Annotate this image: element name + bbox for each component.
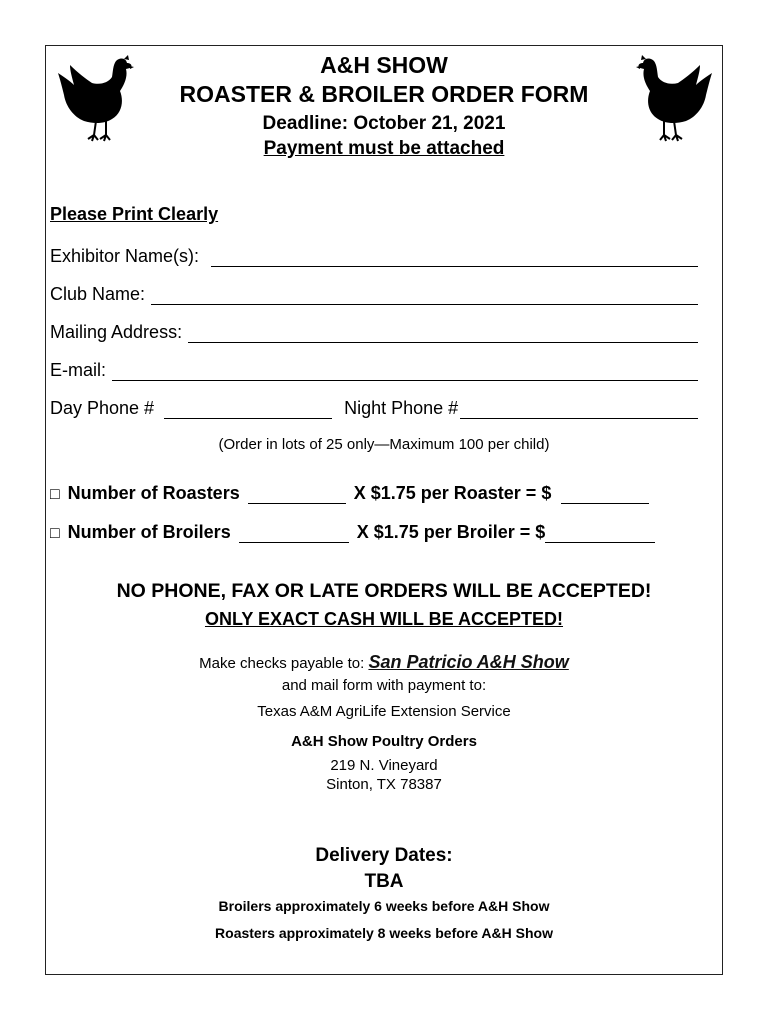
club-name-label: Club Name: <box>50 284 146 304</box>
orders-department: A&H Show Poultry Orders <box>291 733 477 750</box>
mail-instructions: and mail form with payment to: <box>281 677 487 694</box>
day-phone-line[interactable] <box>164 404 332 419</box>
broilers-row <box>50 522 655 543</box>
delivery-heading: Delivery Dates: <box>315 845 453 866</box>
checks-prefix: Make checks payable to: <box>199 655 365 672</box>
email-label: E-mail: <box>50 360 107 380</box>
exhibitor-name-field[interactable] <box>50 246 698 267</box>
phone-row <box>50 398 698 419</box>
print-clearly-label: Please Print Clearly <box>50 204 219 224</box>
club-name-field[interactable] <box>50 284 698 305</box>
broilers-delivery-note: Broilers approximately 6 weeks before A&H Show <box>218 898 550 914</box>
broilers-checkbox[interactable]: □ <box>50 525 60 542</box>
roasters-checkbox[interactable]: □ <box>50 486 60 503</box>
broilers-total-line[interactable] <box>545 528 655 543</box>
mailing-address-field[interactable] <box>50 322 698 343</box>
roasters-total-line[interactable] <box>561 489 649 504</box>
broilers-label: Number of Broilers <box>67 522 231 542</box>
email-line[interactable] <box>112 366 698 381</box>
mailing-address-label: Mailing Address: <box>50 322 183 342</box>
roasters-delivery-note: Roasters approximately 8 weeks before A&H Show <box>215 925 553 941</box>
form-title: A&H SHOW <box>320 52 448 78</box>
form-subtitle: ROASTER & BROILER ORDER FORM <box>179 81 589 107</box>
no-phone-notice: NO PHONE, FAX OR LATE ORDERS WILL BE ACCEPTED! <box>116 580 652 602</box>
checks-payable <box>45 652 723 673</box>
day-phone-label: Day Phone # <box>50 398 155 418</box>
order-note: (Order in lots of 25 only—Maximum 100 per child) <box>218 436 550 453</box>
city-address: Sinton, TX 78387 <box>326 776 442 793</box>
night-phone-line[interactable] <box>460 404 698 419</box>
only-cash-notice: ONLY EXACT CASH WILL BE ACCEPTED! <box>204 609 564 629</box>
mailing-address-line[interactable] <box>188 328 698 343</box>
email-field[interactable] <box>50 360 698 381</box>
payee-name: San Patricio A&H Show <box>368 652 569 672</box>
roasters-label: Number of Roasters <box>67 483 240 503</box>
exhibitor-name-label: Exhibitor Name(s): <box>50 246 200 266</box>
payment-note: Payment must be attached <box>263 138 505 159</box>
roasters-row <box>50 483 649 504</box>
roasters-quantity-line[interactable] <box>248 489 346 504</box>
street-address: 219 N. Vineyard <box>330 757 438 774</box>
club-name-line[interactable] <box>151 290 698 305</box>
night-phone-label: Night Phone # <box>344 398 459 418</box>
organization: Texas A&M AgriLife Extension Service <box>257 703 511 720</box>
page-border <box>45 45 723 975</box>
deadline: Deadline: October 21, 2021 <box>262 113 506 134</box>
broilers-price: X $1.75 per Broiler = $ <box>356 522 546 542</box>
roasters-price: X $1.75 per Roaster = $ <box>353 483 552 503</box>
broilers-quantity-line[interactable] <box>239 528 349 543</box>
delivery-value: TBA <box>364 871 404 892</box>
exhibitor-name-line[interactable] <box>211 252 698 267</box>
